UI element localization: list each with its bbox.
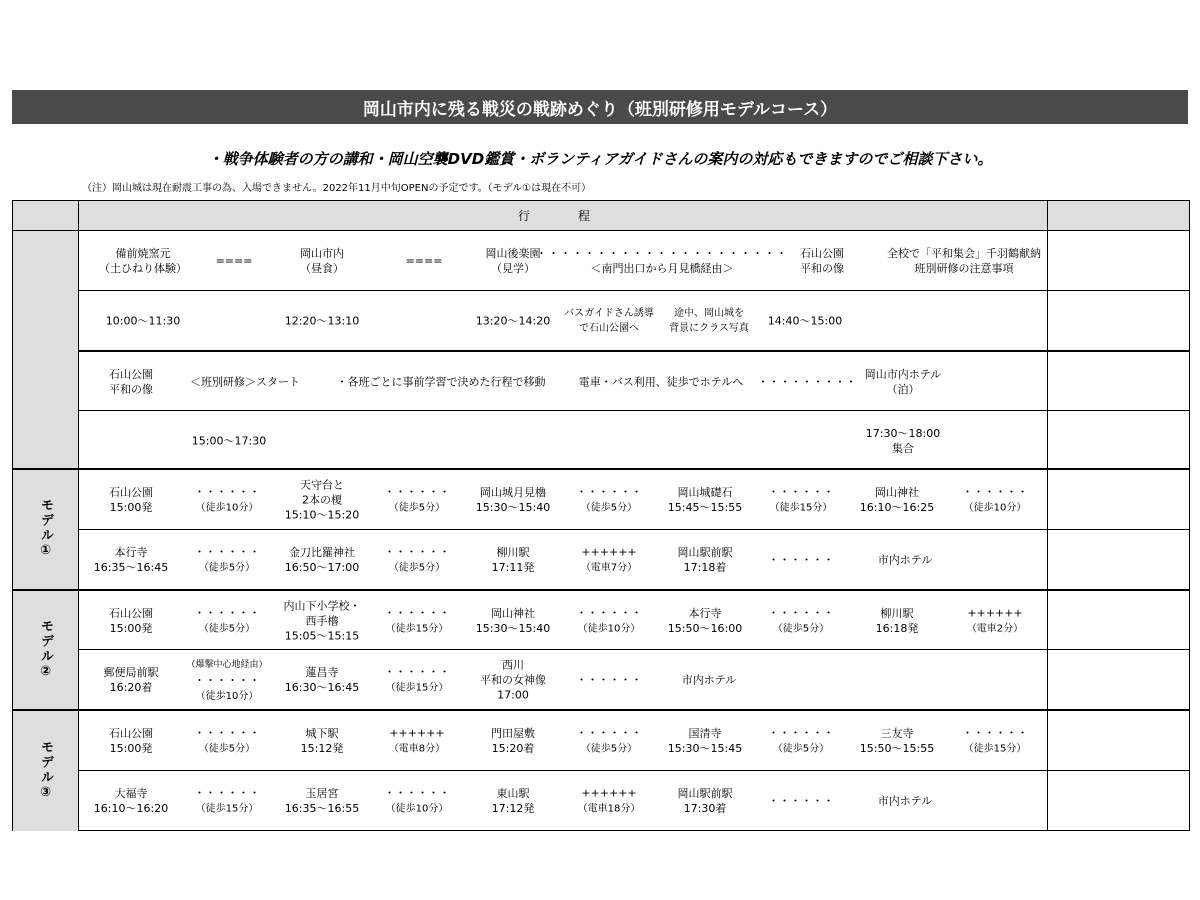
model2-row-1 <box>13 590 1190 650</box>
connector: ++++++ （電車2分） <box>966 606 1024 634</box>
stop-bizen-kiln: 備前焼窯元 （土ひねり体験） <box>99 247 187 275</box>
stop: 金刀比羅神社 16:50～17:00 <box>284 546 360 574</box>
remarks-cell <box>1048 411 1190 469</box>
remarks-cell <box>1048 590 1190 650</box>
stop: 西川 平和の女神像 17:00 <box>480 658 546 702</box>
stop: 柳川駅 16:18発 <box>875 606 919 635</box>
remarks-cell <box>1048 231 1190 291</box>
common-row-3 <box>13 351 1190 411</box>
itinerary-table <box>12 200 1190 831</box>
model1-row-1 <box>13 469 1190 530</box>
stop-peace-assembly: 全校で「平和集会」千羽鶴献納 班別研修の注意事項 <box>887 247 1041 275</box>
remarks-cell <box>1048 650 1190 710</box>
connector: ・・・・・・ （徒歩15分） <box>768 485 834 513</box>
stop: 三友寺 15:50～15:55 <box>859 726 935 755</box>
connector: ==== <box>405 254 443 268</box>
connector: ・・・・・・ （徒歩15分） <box>962 726 1028 754</box>
connector: ・・・・・・ （徒歩5分） <box>768 606 834 634</box>
model2-label-cell <box>13 590 79 710</box>
connector: ・・・・・・ （徒歩15分） <box>384 665 450 694</box>
connector: ・・・・・・ （徒歩5分） <box>194 545 260 574</box>
stop: 岡山城礎石 15:45～15:55 <box>667 485 743 514</box>
remarks-cell <box>1048 351 1190 411</box>
connector: ・・・・・・ （徒歩5分） <box>576 726 642 754</box>
connector: ・・・・・・ （徒歩5分） <box>384 485 450 513</box>
stop: 石山公園 15:00発 <box>109 726 153 755</box>
connector: ・・・・・・ （徒歩5分） <box>194 606 260 634</box>
stop-korakuen: 岡山後楽園 （見学） <box>485 247 541 275</box>
stop: 石山公園 15:00発 <box>109 606 153 635</box>
stop: 岡山駅前駅 17:18着 <box>677 546 733 574</box>
stop-okayama-city: 岡山市内 （昼食） <box>300 247 344 275</box>
connector: ・・・・・・ （徒歩10分） <box>194 485 260 513</box>
model1-label: モデル① <box>38 498 53 560</box>
remarks-cell <box>1048 771 1190 831</box>
assembly-time: 17:30～18:00 集合 <box>865 427 941 455</box>
route-korakuen: ・・・・・・・・・・・・・・・・・・・・・ ＜南門出口から月見橋経由＞ <box>536 247 788 275</box>
stop: 玉居宮 16:35～16:55 <box>284 787 360 815</box>
stop: 石山公園 15:00発 <box>109 485 153 514</box>
stop: 大福寺 16:10～16:20 <box>93 787 169 815</box>
header-itinerary: 行 程 <box>79 201 1048 231</box>
connector: ==== <box>215 254 253 268</box>
connector: ・・・・・・ （徒歩5分） <box>194 726 260 754</box>
time: 15:00～17:30 <box>191 434 267 448</box>
stop-ishiyama-park: 石山公園 平和の像 <box>109 367 153 396</box>
class-photo-note: 途中、岡山城を 背景にクラス写真 <box>669 308 749 334</box>
connector: ・・・・・・ <box>576 673 642 687</box>
common-label-cell <box>13 231 79 469</box>
stop: 岡山駅前駅 17:30着 <box>677 787 733 815</box>
connector: ・・・・・・ （徒歩15分） <box>194 786 260 815</box>
stop-hotel: 市内ホテル <box>877 794 933 808</box>
common-row-1 <box>13 231 1190 291</box>
model2-row-2 <box>13 650 1190 710</box>
model2-label: モデル② <box>38 618 53 681</box>
connector: ++++++ （電車7分） <box>580 545 638 574</box>
common-row-2 <box>13 291 1190 351</box>
stop: 本行寺 16:35～16:45 <box>93 546 169 574</box>
table-header-row <box>13 201 1190 231</box>
stop: 柳川駅 17:11発 <box>491 546 535 574</box>
connector: ・・・・・・ <box>768 794 834 808</box>
stop: 郵便局前駅 16:20着 <box>103 666 159 694</box>
stop: 内山下小学校・ 西手櫓 15:05～15:15 <box>283 599 361 642</box>
stop-hotel: 市内ホテル <box>877 553 933 567</box>
remarks-cell <box>1048 710 1190 771</box>
subtitle: ・戦争体験者の方の講和・岡山空襲DVD鑑賞・ボランティアガイドさんの案内の対応もできますのでご相談下さい。 <box>207 150 993 168</box>
time: 10:00～11:30 <box>105 314 181 328</box>
connector: ・・・・・・ <box>768 553 834 567</box>
stop: 天守台と 2本の榎 15:10～15:20 <box>284 478 360 521</box>
remarks-cell <box>1048 469 1190 530</box>
connector: ・・・・・・ （徒歩5分） <box>384 545 450 574</box>
connector: ・・・・・・ （徒歩5分） <box>576 485 642 513</box>
stop: 岡山城月見櫓 15:30～15:40 <box>475 485 551 514</box>
time: 12:20～13:10 <box>284 314 360 328</box>
stop: 岡山神社 16:10～16:25 <box>859 485 935 514</box>
header-blank-left <box>13 201 79 231</box>
model3-row-1 <box>13 710 1190 771</box>
bus-guide-note: バスガイドさん誘導 で石山公園へ <box>564 308 654 334</box>
common-row-4 <box>13 411 1190 469</box>
remarks-cell <box>1048 291 1190 351</box>
group-move-note: ・各班ごとに事前学習で決めた行程で移動 <box>336 375 546 388</box>
stop: 東山駅 17:12発 <box>491 787 535 815</box>
connector: ・・・・・・ （徒歩10分） <box>576 606 642 634</box>
stop-hotel: 市内ホテル <box>681 673 737 687</box>
time: 14:40～15:00 <box>767 314 843 328</box>
stop: 岡山神社 15:30～15:40 <box>475 606 551 635</box>
page-title: 岡山市内に残る戦災の戦跡めぐり（班別研修用モデルコース） <box>12 90 1188 124</box>
model1-row-2 <box>13 530 1190 590</box>
connector: （爆撃中心地経由） ・・・・・・ （徒歩10分） <box>186 660 268 702</box>
stop: 本行寺 15:50～16:00 <box>667 606 743 635</box>
connector: ・・・・・・ （徒歩10分） <box>962 485 1028 513</box>
header-blank-right <box>1048 201 1190 231</box>
connector: ・・・・・・ （徒歩15分） <box>384 606 450 634</box>
stop: 城下駅 15:12発 <box>300 726 344 755</box>
model3-label: モデル③ <box>38 739 53 802</box>
connector: ・・・・・・ （徒歩5分） <box>768 726 834 754</box>
model3-label-cell <box>13 710 79 831</box>
model3-row-2 <box>13 771 1190 831</box>
stop: 門田屋敷 15:20着 <box>491 726 535 755</box>
group-study-start: ＜班別研修＞スタート <box>190 375 300 388</box>
stop-hotel: 岡山市内ホテル （泊） <box>864 367 942 396</box>
transport-note: 電車・バス利用、徒歩でホテルへ <box>578 375 744 388</box>
connector: ・・・・・・・・・ <box>757 375 857 388</box>
caution-note: （注）岡山城は現在耐震工事の為、入場できません。2022年11月中旬OPENの予定です。（モデル①は現在不可） <box>82 183 592 194</box>
stop-ishiyama-park: 石山公園 平和の像 <box>800 247 844 275</box>
connector: ++++++ （電車18分） <box>577 786 641 815</box>
stop: 国清寺 15:30～15:45 <box>667 726 743 755</box>
stop: 蓮昌寺 16:30～16:45 <box>284 666 360 694</box>
connector: ++++++ （電車8分） <box>388 726 446 754</box>
connector: ・・・・・・ （徒歩10分） <box>384 786 450 815</box>
model1-label-cell <box>13 469 79 590</box>
time: 13:20～14:20 <box>475 314 551 328</box>
remarks-cell <box>1048 530 1190 590</box>
